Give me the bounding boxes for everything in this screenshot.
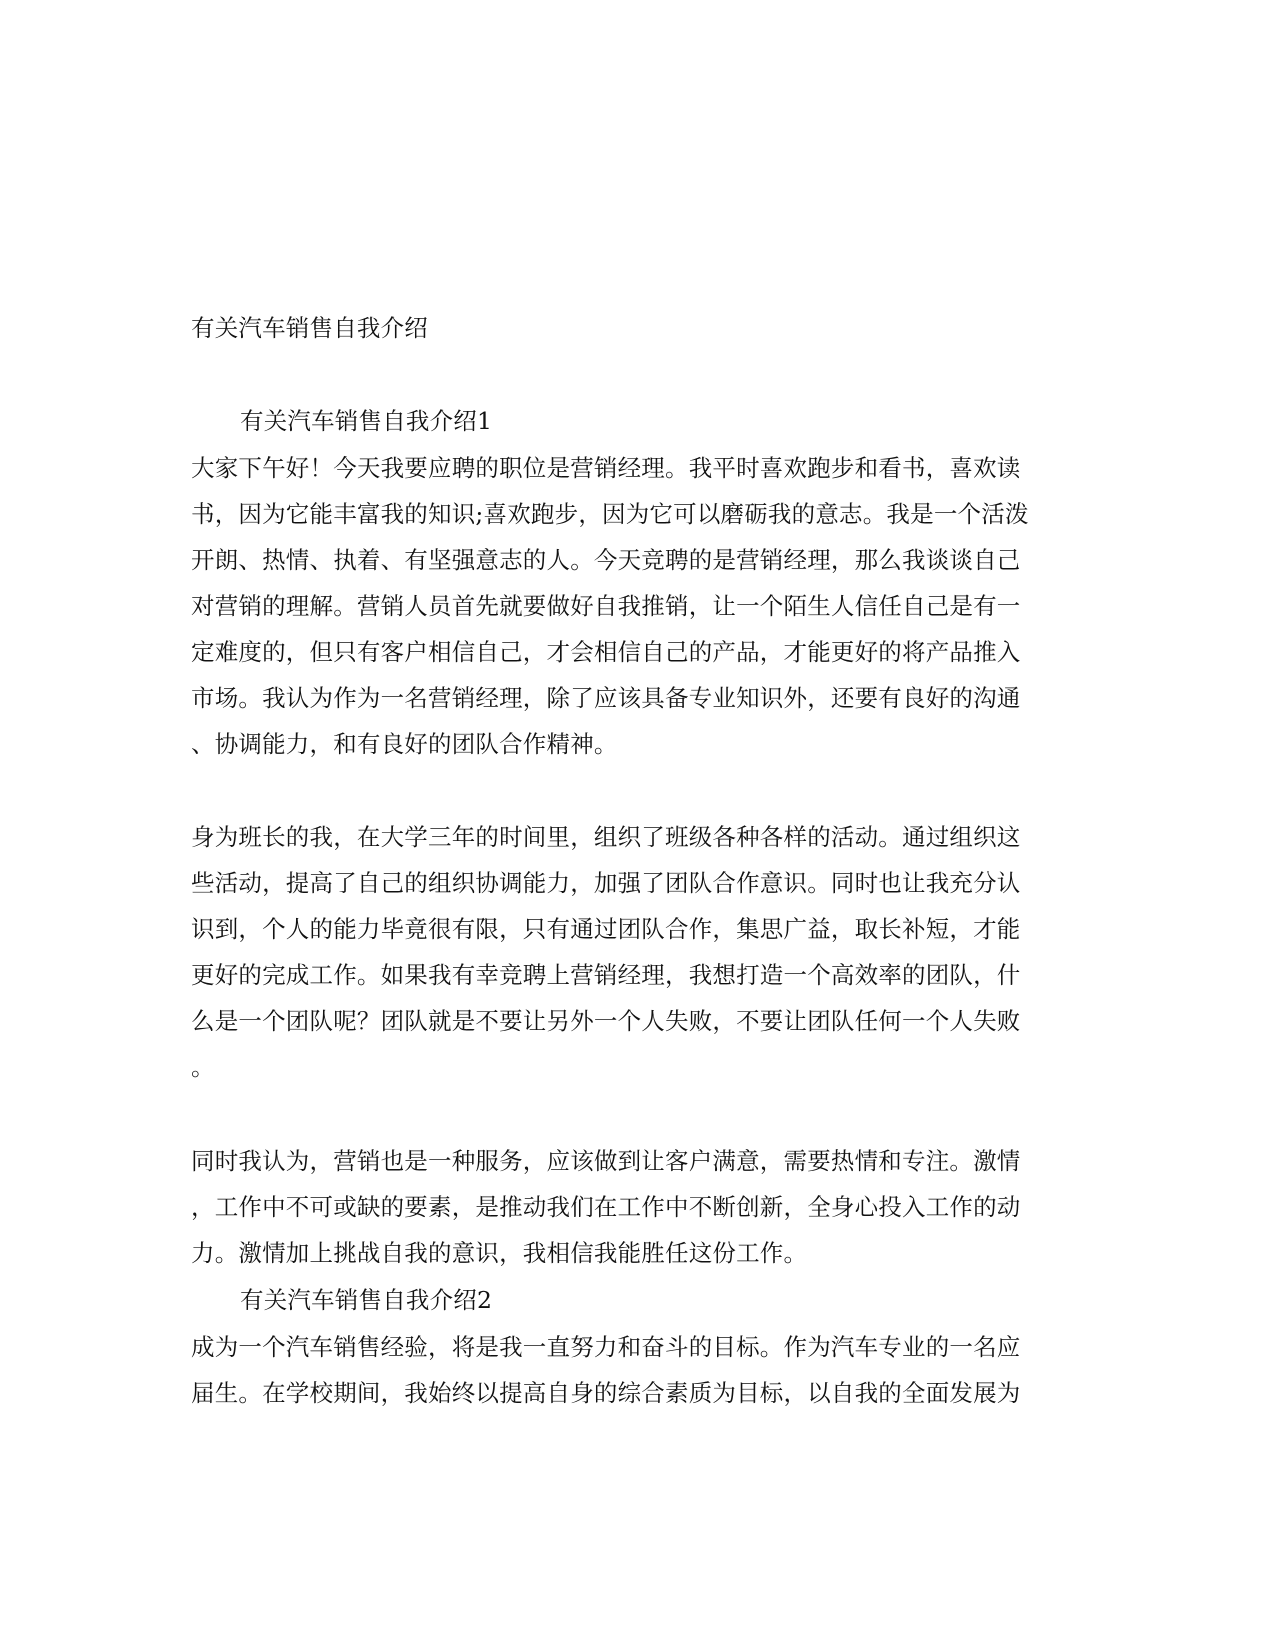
paragraph-line: 同时我认为，营销也是一种服务，应该做到让客户满意，需要热情和专注。激情 [191,1147,1021,1175]
paragraph-line: 成为一个汽车销售经验，将是我一直努力和奋斗的目标。作为汽车专业的一名应 [191,1333,1021,1361]
paragraph-line: 力。激情加上挑战自我的意识，我相信我能胜任这份工作。 [191,1239,808,1267]
paragraph-line: 开朗、热情、执着、有坚强意志的人。今天竞聘的是营销经理，那么我谈谈自己 [191,546,1021,574]
section-1-heading: 有关汽车销售自我介绍1 [240,407,493,435]
paragraph-line: 些活动，提高了自己的组织协调能力，加强了团队合作意识。同时也让我充分认 [191,869,1021,897]
paragraph-line: 届生。在学校期间，我始终以提高自身的综合素质为目标，以自我的全面发展为 [191,1379,1021,1407]
paragraph-line: 。 [191,1053,215,1081]
paragraph-line: 对营销的理解。营销人员首先就要做好自我推销，让一个陌生人信任自己是有一 [191,592,1021,620]
paragraph-line: ，工作中不可或缺的要素，是推动我们在工作中不断创新，全身心投入工作的动 [191,1193,1021,1221]
paragraph-line: 更好的完成工作。如果我有幸竞聘上营销经理，我想打造一个高效率的团队，什 [191,961,1021,989]
paragraph-line: 定难度的，但只有客户相信自己，才会相信自己的产品，才能更好的将产品推入 [191,638,1021,666]
paragraph-line: 书，因为它能丰富我的知识;喜欢跑步，因为它可以磨砺我的意志。我是一个活泼 [191,500,1029,528]
section-2-heading: 有关汽车销售自我介绍2 [240,1286,493,1314]
paragraph-line: 身为班长的我，在大学三年的时间里，组织了班级各种各样的活动。通过组织这 [191,823,1021,851]
paragraph-line: 大家下午好！今天我要应聘的职位是营销经理。我平时喜欢跑步和看书，喜欢读 [191,454,1021,482]
paragraph-line: 识到，个人的能力毕竟很有限，只有通过团队合作，集思广益，取长补短，才能 [191,915,1021,943]
paragraph-line: 市场。我认为作为一名营销经理，除了应该具备专业知识外，还要有良好的沟通 [191,684,1021,712]
paragraph-line: 、协调能力，和有良好的团队合作精神。 [191,730,618,758]
paragraph-line: 么是一个团队呢？团队就是不要让另外一个人失败，不要让团队任何一个人失败 [191,1007,1021,1035]
document-title: 有关汽车销售自我介绍 [191,314,428,342]
